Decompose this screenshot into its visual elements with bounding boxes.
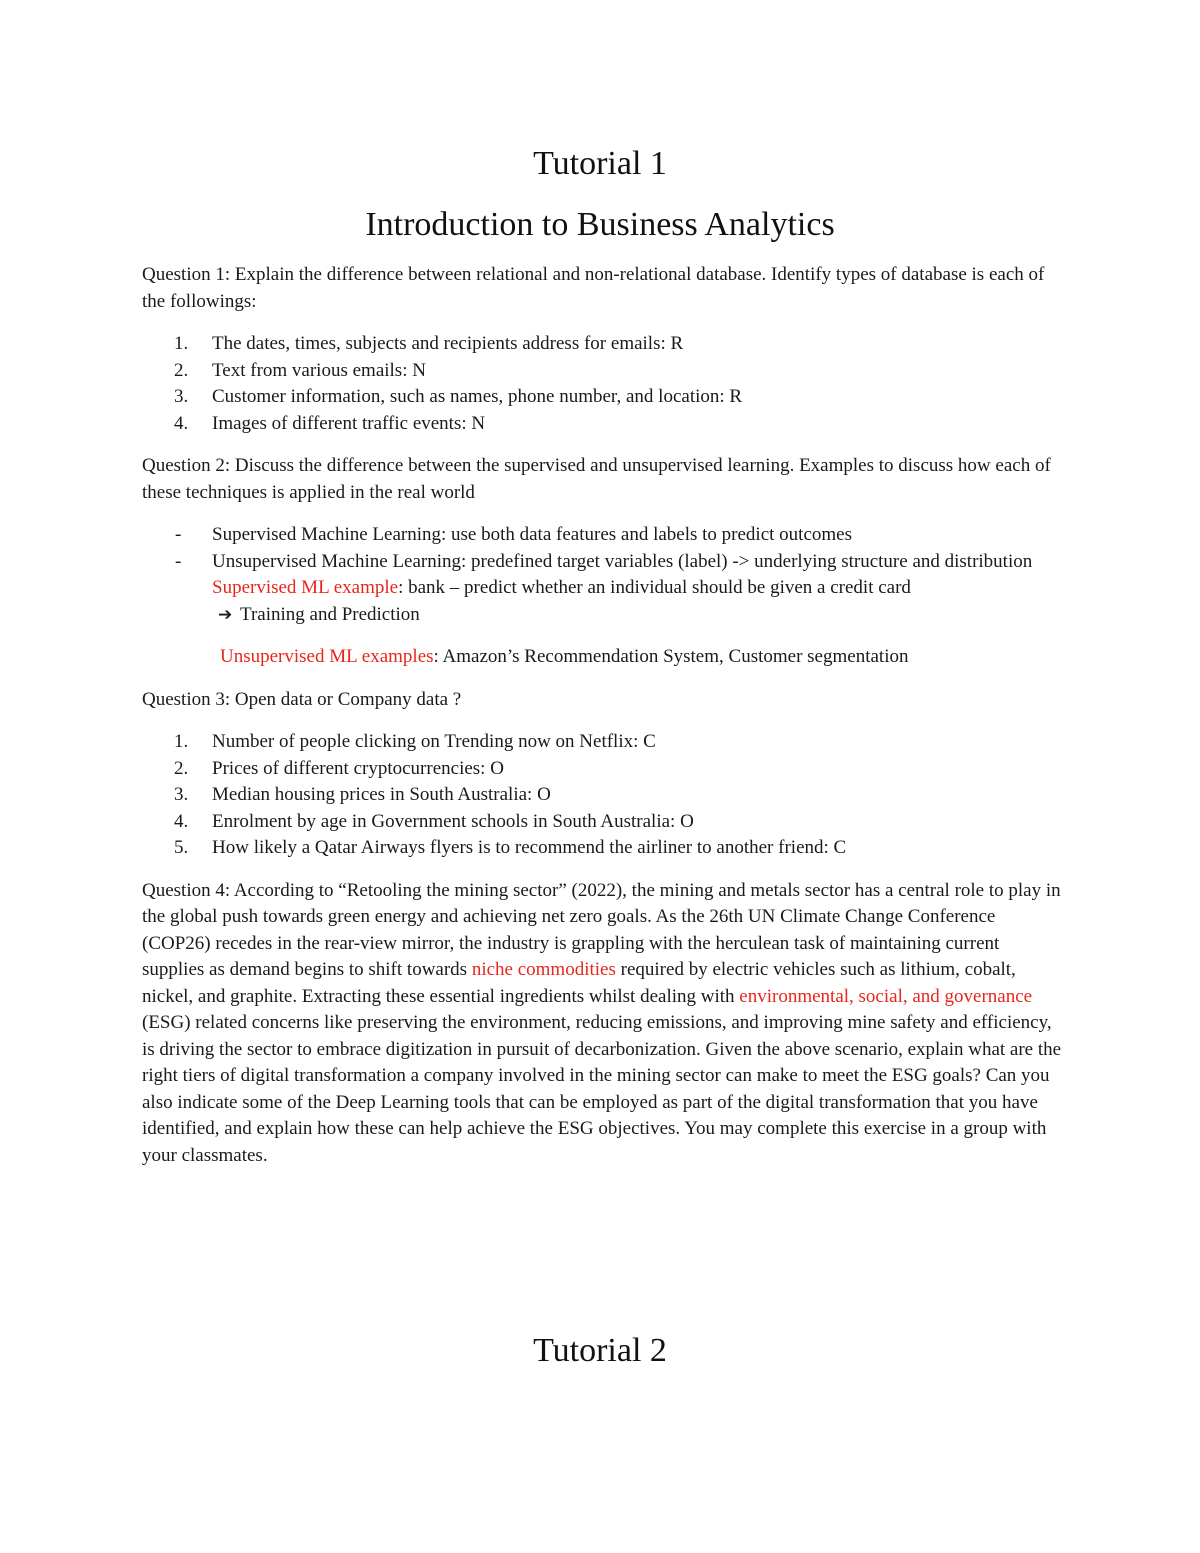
document-body (142, 262, 1062, 1185)
question-1-text: Question 1: Explain the difference between relational and non-relational database. Identify types of database is each of the followings: (142, 264, 1045, 312)
list-number: 3. (174, 784, 189, 805)
arrow-right-icon: ➔ (218, 604, 233, 625)
list-item-text: Enrolment by age in Government schools in South Australia: O (212, 810, 694, 832)
list-item-text: Unsupervised Machine Learning: predefined target variables (label) -> underlying structure and distribution (212, 550, 1033, 572)
list-item-text: The dates, times, subjects and recipients address for emails: R (212, 333, 684, 354)
unsupervised-example-label: Unsupervised ML examples (220, 646, 434, 667)
list-number: 1. (174, 333, 189, 354)
list-item (142, 358, 1062, 385)
tutorial-1-subtitle: Introduction to Business Analytics (365, 206, 835, 243)
question-4-part-1: Question 4: According to “Retooling the mining sector” (2022), the mining and metals sector has a central role to play in the global push towards green energy and achieving net zero goals. As the 26th UN Climate Change Conference (COP26) recedes in the rear-view mirror, the industry is grappling with the herculean task of maintaining current supplies as demand begins to shift towards (142, 879, 1061, 980)
list-item-text: Customer information, such as names, phone number, and location: R (212, 386, 743, 407)
question-3-text: Question 3: Open data or Company data ? (142, 688, 462, 710)
supervised-example-text: : bank – predict whether an individual should be given a credit card (398, 577, 911, 598)
list-item-text: Number of people clicking on Trending now on Netflix: C (212, 731, 656, 752)
list-item-text: Median housing prices in South Australia: O (212, 784, 551, 805)
list-item (142, 782, 1062, 809)
highlight-niche-commodities: niche commodities (471, 959, 616, 980)
list-number: 2. (174, 359, 189, 381)
list-item (142, 756, 1062, 783)
unsupervised-example-text: : Amazon’s Recommendation System, Customer segmentation (433, 646, 909, 667)
list-number: 4. (174, 412, 189, 434)
list-item (142, 384, 1062, 411)
question-4-text (142, 878, 1062, 1170)
highlight-esg: environmental, social, and governance (739, 985, 1033, 1007)
list-number: 3. (174, 386, 189, 407)
dash-bullet: - (175, 524, 182, 545)
unsupervised-example (142, 644, 1062, 671)
question-4-part-3: (ESG) related concerns like preserving the environment, reducing emissions, and improving mine safety and efficiency, is driving the sector to embrace digitization in pursuit of decarbonization. Given the above scenario, explain what are the right tiers of digital transformation a company involved in the mining sector can make to meet the ESG goals? Can you also indicate some of the Deep Learning tools that can be employed as part of the digital transformation that you have identified, and explain how these can help achieve the ESG objectives. You may complete this exercise in a group with your classmates. (142, 1012, 1062, 1166)
question-2-text: Question 2: Discuss the difference between the supervised and unsupervised learning. Examples to discuss how each of these techniques is applied in the real world (142, 455, 1051, 503)
list-number: 1. (174, 731, 189, 752)
list-item (142, 835, 1062, 862)
list-item-text: Supervised Machine Learning: use both data features and labels to predict outcomes (212, 524, 852, 545)
supervised-example (142, 575, 1062, 602)
dash-bullet: - (175, 550, 182, 572)
list-item (142, 411, 1062, 438)
arrow-line (142, 602, 1062, 629)
supervised-example-label: Supervised ML example (212, 577, 399, 598)
list-item-text: How likely a Qatar Airways flyers is to recommend the airliner to another friend: C (212, 837, 847, 858)
question-3-list (142, 729, 1062, 862)
list-number: 2. (174, 757, 189, 779)
list-item (142, 522, 1062, 549)
question-4-part-2: required by electric vehicles such as lithium, cobalt, nickel, and graphite. Extracting these essential ingredients whilst dealing with (142, 959, 1016, 1007)
question-2-bullets (142, 522, 1062, 575)
list-item-text: Images of different traffic events: N (212, 412, 486, 434)
list-item-text: Prices of different cryptocurrencies: O (212, 757, 504, 779)
list-item (142, 809, 1062, 836)
list-item (142, 549, 1062, 576)
list-item (142, 729, 1062, 756)
tutorial-1-title: Tutorial 1 (533, 145, 667, 182)
list-item (142, 331, 1062, 358)
list-number: 4. (174, 810, 189, 832)
list-number: 5. (174, 837, 189, 858)
arrow-line-text: Training and Prediction (240, 603, 420, 625)
tutorial-2-title: Tutorial 2 (533, 1332, 667, 1369)
question-1-list (142, 331, 1062, 437)
list-item-text: Text from various emails: N (212, 359, 426, 381)
